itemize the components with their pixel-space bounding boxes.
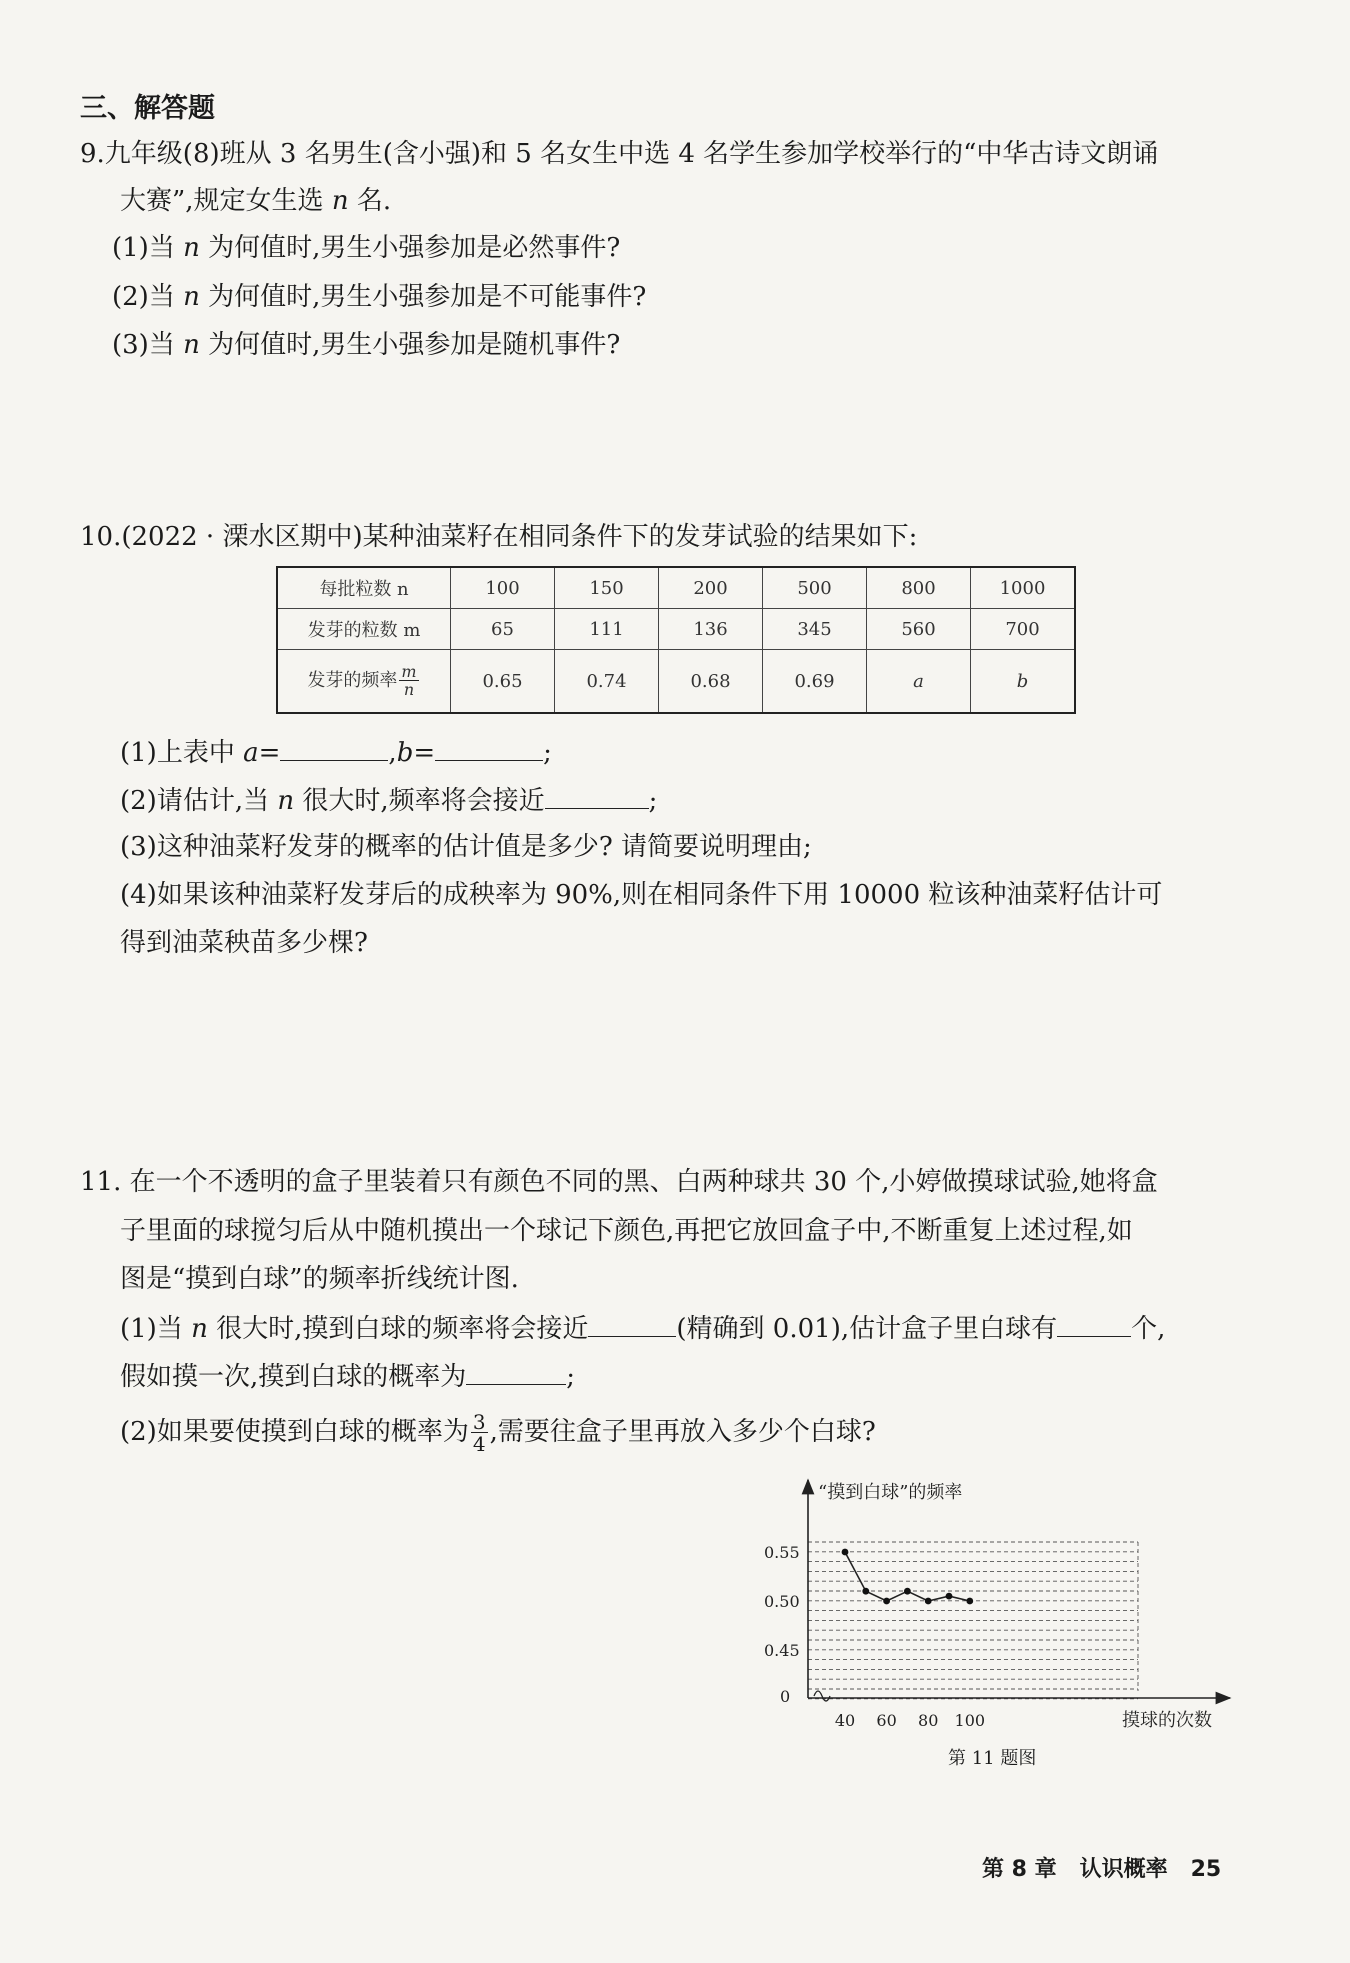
- table-cell: 345: [763, 609, 867, 650]
- footer-title: 认识概率: [1079, 1857, 1168, 1882]
- page-number: 25: [1190, 1857, 1222, 1882]
- table-cell: 1000: [971, 567, 1076, 609]
- data-point: [904, 1588, 911, 1595]
- table-cell: 200: [659, 567, 763, 609]
- table-cell: 136: [659, 609, 763, 650]
- table-cell: a: [867, 650, 971, 714]
- table-header-count: 每批粒数 n: [277, 567, 451, 609]
- chart-title: “摸到白球”的频率: [818, 1482, 963, 1503]
- x-tick-label: 100: [954, 1711, 986, 1730]
- q9-sub1: (1)当 n 为何值时,男生小强参加是必然事件?: [112, 233, 621, 263]
- table-cell: 65: [451, 609, 555, 650]
- q9-sub3: (3)当 n 为何值时,男生小强参加是随机事件?: [112, 330, 621, 360]
- section-title: 三、解答题: [80, 93, 215, 124]
- chart-grid: [808, 1542, 1138, 1699]
- answer-blank[interactable]: [280, 736, 388, 761]
- chart-caption: 第 11 题图: [948, 1748, 1037, 1769]
- table-header-rate: 发芽的频率 $\frac{m}{n}$: [277, 650, 451, 714]
- q11-line3: 图是“摸到白球”的频率折线统计图.: [120, 1264, 519, 1294]
- q10-sub1: (1)上表中 a= ,b= ;: [120, 738, 552, 768]
- answer-blank[interactable]: [435, 736, 543, 761]
- table-cell: 0.68: [659, 650, 763, 714]
- answer-blank[interactable]: [1057, 1312, 1131, 1337]
- table-cell: 560: [867, 609, 971, 650]
- q9-line2: 大赛”,规定女生选 n 名.: [120, 186, 392, 216]
- data-point: [925, 1598, 932, 1605]
- q11-line1: 11. 在一个不透明的盒子里装着只有颜色不同的黑、白两种球共 30 个,小婷做摸球试验,她将盒: [80, 1167, 1158, 1197]
- table-cell: 150: [555, 567, 659, 609]
- chart-points: [842, 1549, 974, 1605]
- answer-blank[interactable]: [466, 1360, 566, 1385]
- q11-sub2: (2)如果要使摸到白球的概率为 $\frac{3}{4}$ ,需要往盒子里再放入多少个白球?: [120, 1410, 876, 1456]
- chart-axes: [808, 1480, 1230, 1701]
- data-point: [883, 1598, 890, 1605]
- table-cell: 100: [451, 567, 555, 609]
- y-tick-label: 0.45: [764, 1641, 800, 1660]
- x-axis-label: 摸球的次数: [1122, 1710, 1212, 1731]
- answer-blank[interactable]: [545, 784, 649, 809]
- footer-chapter: 第 8 章: [982, 1857, 1057, 1882]
- table-row: [277, 567, 1075, 609]
- q9-line1: 9.九年级(8)班从 3 名男生(含小强)和 5 名女生中选 4 名学生参加学校举行的“中华古诗文朗诵: [80, 139, 1159, 169]
- table-cell: 700: [971, 609, 1076, 650]
- table-cell: 111: [555, 609, 659, 650]
- origin-label: 0: [780, 1687, 791, 1706]
- data-point: [966, 1598, 973, 1605]
- data-point: [862, 1588, 869, 1595]
- axis-break: [814, 1691, 830, 1701]
- q10-sub4-line2: 得到油菜秧苗多少棵?: [120, 928, 368, 958]
- germination-table: [276, 566, 1076, 714]
- footer: [982, 1852, 1221, 1883]
- y-tick-label: 0.55: [764, 1543, 800, 1562]
- y-tick-label: 0.50: [764, 1592, 800, 1611]
- data-point: [842, 1549, 849, 1556]
- q10-sub2: (2)请估计,当 n 很大时,频率将会接近 ;: [120, 786, 658, 816]
- q10-intro: 10.(2022 · 溧水区期中)某种油菜籽在相同条件下的发芽试验的结果如下:: [80, 522, 918, 552]
- q11-sub1-line1: (1)当 n 很大时,摸到白球的频率将会接近 (精确到 0.01),估计盒子里白球有 个,: [120, 1314, 1166, 1344]
- table-header-germinated: 发芽的粒数 m: [277, 609, 451, 650]
- table-row: [277, 609, 1075, 650]
- table-cell: 0.69: [763, 650, 867, 714]
- q11-line2: 子里面的球搅匀后从中随机摸出一个球记下颜色,再把它放回盒子中,不断重复上述过程,如: [120, 1216, 1133, 1246]
- table-row: [277, 650, 1075, 714]
- x-tick-label: 80: [918, 1711, 939, 1730]
- q9-sub2: (2)当 n 为何值时,男生小强参加是不可能事件?: [112, 282, 647, 312]
- table-cell: 0.74: [555, 650, 659, 714]
- table-cell: b: [971, 650, 1076, 714]
- q10-sub4-line1: (4)如果该种油菜籽发芽后的成秧率为 90%,则在相同条件下用 10000 粒该种油菜籽估计可: [120, 880, 1163, 910]
- data-point: [946, 1593, 953, 1600]
- chart-labels: [764, 1482, 1212, 1731]
- answer-blank[interactable]: [588, 1312, 676, 1337]
- table-cell: 0.65: [451, 650, 555, 714]
- x-tick-label: 60: [876, 1711, 897, 1730]
- table-cell: 800: [867, 567, 971, 609]
- q11-sub1-line2: 假如摸一次,摸到白球的概率为 ;: [120, 1362, 576, 1392]
- x-tick-label: 40: [834, 1711, 856, 1730]
- table-cell: 500: [763, 567, 867, 609]
- frequency-line-chart: [750, 1470, 1240, 1770]
- q10-sub3: (3)这种油菜籽发芽的概率的估计值是多少? 请简要说明理由;: [120, 832, 812, 862]
